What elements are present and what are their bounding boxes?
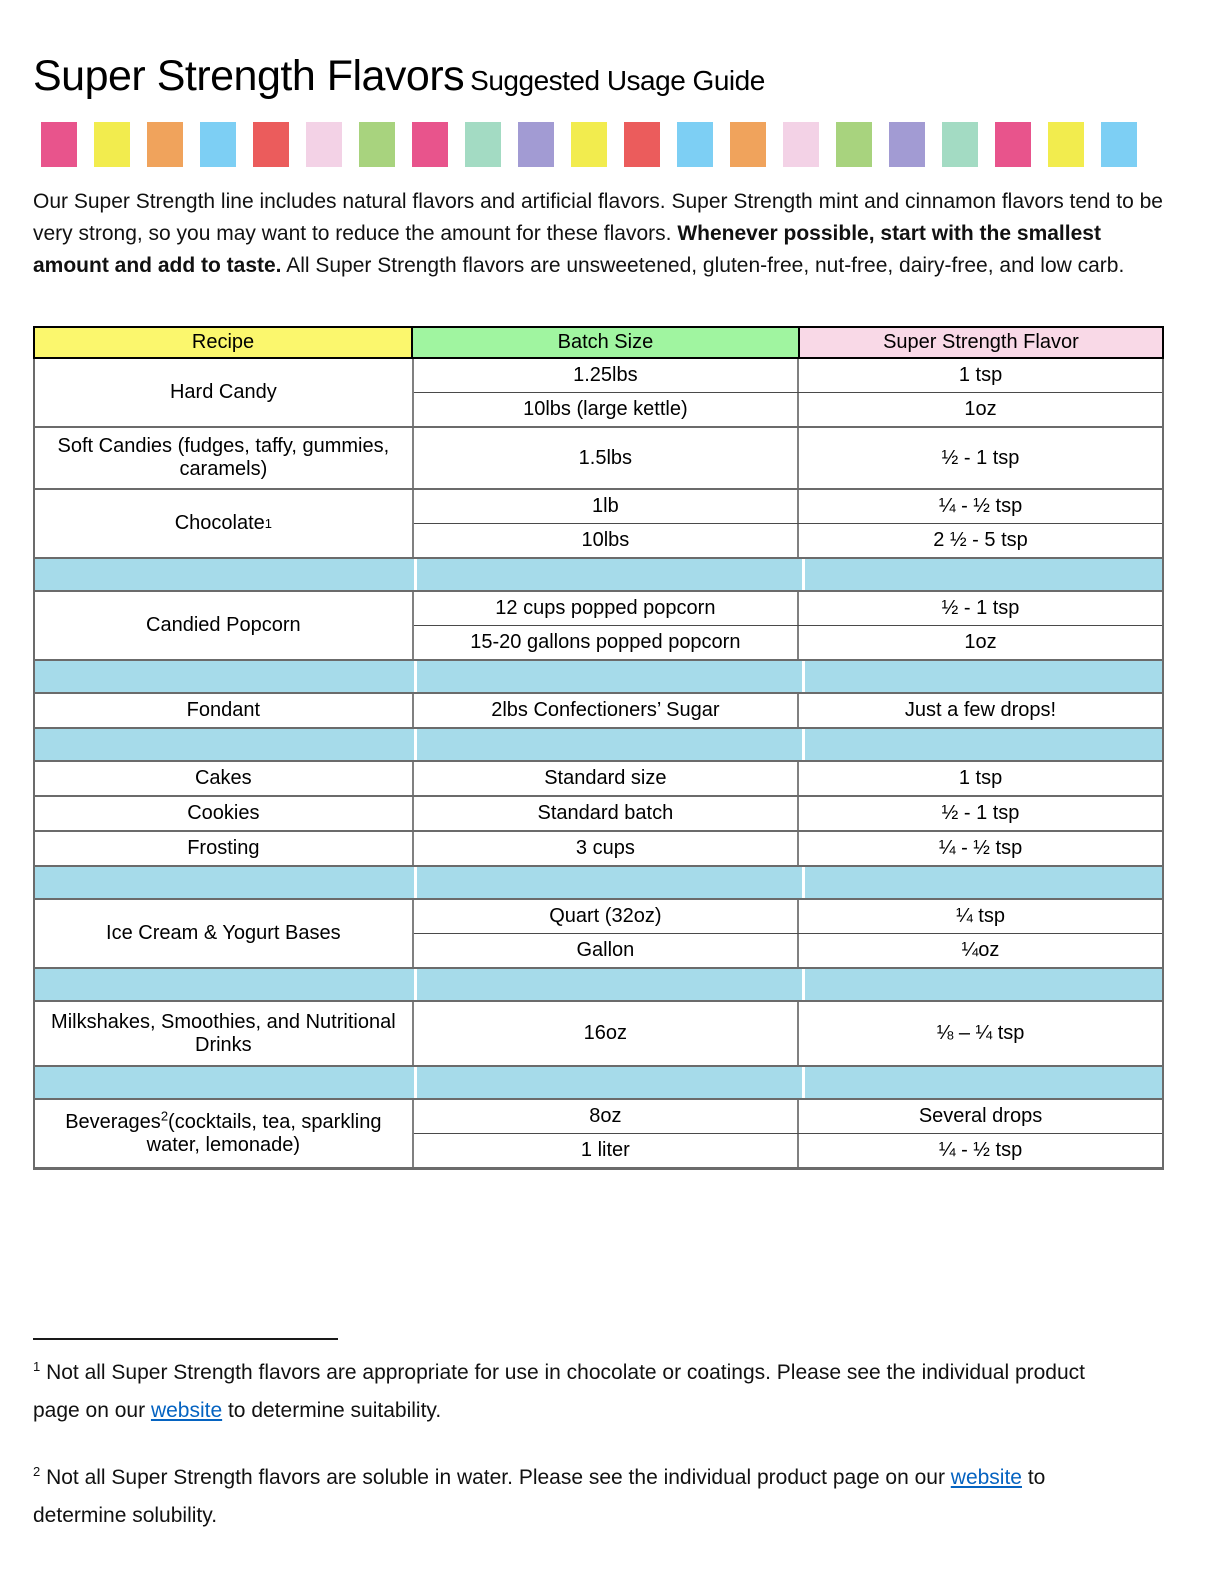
batch-cell: 2lbs Confectioners’ Sugar: [414, 694, 799, 727]
flavor-cell: ¼oz: [961, 939, 1000, 961]
color-swatch: [836, 122, 872, 167]
spacer-cell: [802, 661, 1162, 692]
header-flavor: Super Strength Flavor: [800, 326, 1164, 359]
footnote-marker: 2: [33, 1464, 41, 1479]
table-spacer-row: [35, 557, 1162, 590]
color-swatch: [41, 122, 77, 167]
recipe-cell: Hard Candy: [35, 359, 414, 426]
table-group-ice-cream: [35, 898, 1162, 967]
table-spacer-row: [35, 659, 1162, 692]
batch-cell: Standard batch: [414, 797, 799, 830]
flavor-cell: ½ - 1 tsp: [941, 597, 1020, 619]
color-swatch: [730, 122, 766, 167]
table-row: [414, 933, 1162, 967]
batch-cell: 15-20 gallons popped popcorn: [414, 626, 799, 659]
table-group-candied-popcorn: [35, 590, 1162, 659]
table-row: [414, 592, 1162, 625]
header-batch-size: Batch Size: [413, 326, 800, 359]
table-row: [414, 392, 1162, 426]
spacer-cell: [802, 969, 1162, 1000]
batch-cell: 10lbs (large kettle): [414, 393, 799, 426]
table-group-cakes: [35, 760, 1162, 795]
footnotes-section: [33, 1338, 1170, 1535]
spacer-cell: [35, 969, 414, 1000]
batch-cell: 10lbs: [414, 524, 799, 557]
batch-cell: 1lb: [414, 490, 799, 523]
intro-paragraph: [33, 186, 1165, 282]
footnote-2: $^2$ Not all Super Strength flavors are soluble in water. Please see the individual product page on our website to determine solubility.: [33, 1464, 1046, 1527]
spacer-cell: [414, 969, 802, 1000]
color-swatch: [359, 122, 395, 167]
spacer-cell: [35, 729, 414, 760]
table-group-cookies: [35, 795, 1162, 830]
table-row: [414, 1002, 1162, 1065]
website-link[interactable]: website: [150, 1399, 223, 1422]
color-swatch: [889, 122, 925, 167]
recipe-cell: Milkshakes, Smoothies, and Nutritional Drinks: [35, 1002, 414, 1065]
flavor-cell: ½ - 1 tsp: [941, 802, 1020, 824]
recipe-cell: Chocolate 1: [35, 490, 414, 557]
table-spacer-row: [35, 865, 1162, 898]
color-swatch: [518, 122, 554, 167]
table-row: [414, 694, 1162, 727]
batch-cell: 3 cups: [414, 832, 799, 865]
spacer-cell: [414, 1067, 802, 1098]
table-group-fondant: [35, 692, 1162, 727]
table-row: [414, 428, 1162, 488]
flavor-cell: ¼ - ½ tsp: [938, 1139, 1023, 1161]
spacer-cell: [802, 559, 1162, 590]
color-swatch: [94, 122, 130, 167]
footnote-1: $^1$ Not all Super Strength flavors are appropriate for use in chocolate or coatings. Please see the individual product page on our website to determine suitability.: [33, 1359, 1086, 1422]
color-swatch: [624, 122, 660, 167]
batch-cell: 12 cups popped popcorn: [414, 592, 799, 625]
spacer-cell: [802, 1067, 1162, 1098]
color-swatch: [147, 122, 183, 167]
website-link[interactable]: website: [950, 1466, 1022, 1489]
recipe-cell: Fondant: [35, 694, 414, 727]
footnote-marker: 1: [33, 1359, 41, 1374]
batch-cell: Gallon: [414, 934, 799, 967]
flavor-cell: Just a few drops!: [904, 699, 1057, 721]
footnote-marker: 2: [160, 1107, 169, 1123]
flavor-cell: 1oz: [964, 398, 997, 420]
intro-bold-text: Whenever possible, start with the smallest amount and add to taste.: [33, 222, 1101, 277]
flavor-cell: ¼ - ½ tsp: [938, 495, 1023, 517]
table-row: [414, 1100, 1162, 1133]
color-swatch: [465, 122, 501, 167]
table-header-row: [33, 326, 1164, 359]
page-title: [33, 52, 1170, 101]
table-group-beverages: [35, 1098, 1162, 1167]
flavor-cell: 1 tsp: [958, 364, 1003, 386]
color-swatch: [200, 122, 236, 167]
header-recipe: Recipe: [33, 326, 413, 359]
table-row: [414, 832, 1162, 865]
table-row: [414, 625, 1162, 659]
color-bar: [41, 122, 1170, 167]
batch-cell: 16oz: [414, 1002, 799, 1065]
color-swatch: [995, 122, 1031, 167]
document-title: Super Strength Flavors: [33, 52, 465, 100]
table-spacer-row: [35, 967, 1162, 1000]
table-row: [414, 490, 1162, 523]
color-swatch: [677, 122, 713, 167]
table-row: [414, 359, 1162, 392]
intro-text: Our Super Strength line includes natural flavors and artificial flavors. Super Strength mint and cinnamon flavors tend to be very strong, so you may want to reduce the amount for these flavors.: [33, 190, 1163, 245]
recipe-cell: Cakes: [35, 762, 414, 795]
table-body: [33, 359, 1164, 1170]
spacer-cell: [802, 867, 1162, 898]
recipe-cell: Soft Candies (fudges, taffy, gummies, caramels): [35, 428, 414, 488]
flavor-cell: 2 ½ - 5 tsp: [933, 529, 1028, 551]
table-group-soft-candies: [35, 426, 1162, 488]
flavor-cell: 1oz: [964, 631, 997, 653]
spacer-cell: [802, 729, 1162, 760]
batch-cell: 1.5lbs: [414, 428, 799, 488]
footnote-separator: [33, 1338, 338, 1340]
spacer-cell: [414, 559, 802, 590]
document-subtitle: Suggested Usage Guide: [470, 65, 765, 96]
color-swatch: [1048, 122, 1084, 167]
table-spacer-row: [35, 1065, 1162, 1098]
table-row: [414, 1133, 1162, 1167]
color-swatch: [306, 122, 342, 167]
flavor-cell: ½ - 1 tsp: [941, 446, 1020, 469]
flavor-cell: ¼ tsp: [956, 905, 1005, 927]
batch-cell: Standard size: [414, 762, 799, 795]
recipe-cell: Candied Popcorn: [35, 592, 414, 659]
recipe-cell: Ice Cream & Yogurt Bases: [35, 900, 414, 967]
flavor-cell: Several drops: [918, 1105, 1043, 1127]
table-row: [414, 797, 1162, 830]
table-group-frosting: [35, 830, 1162, 865]
spacer-cell: [35, 867, 414, 898]
spacer-cell: [414, 867, 802, 898]
recipe-cell: Beverages$^2$(cocktails, tea, sparkling water, lemonade): [35, 1100, 414, 1167]
color-swatch: [412, 122, 448, 167]
table-row: [414, 900, 1162, 933]
spacer-cell: [414, 661, 802, 692]
flavor-cell: 1 tsp: [958, 767, 1003, 789]
color-swatch: [571, 122, 607, 167]
color-swatch: [253, 122, 289, 167]
table-group-milkshakes: [35, 1000, 1162, 1065]
recipe-cell: Frosting: [35, 832, 414, 865]
table-row: [414, 762, 1162, 795]
batch-cell: 8oz: [414, 1100, 799, 1133]
table-group-hard-candy: [35, 359, 1162, 426]
intro-text: All Super Strength flavors are unsweetened, gluten-free, nut-free, dairy-free, and low carb.: [281, 254, 1125, 277]
flavor-cell: ⅛ – ¼ tsp: [936, 1022, 1025, 1044]
color-swatch: [783, 122, 819, 167]
batch-cell: Quart (32oz): [414, 900, 799, 933]
batch-cell: 1.25lbs: [414, 359, 799, 392]
flavor-cell: ¼ - ½ tsp: [938, 837, 1023, 859]
table-spacer-row: [35, 727, 1162, 760]
recipe-cell: Cookies: [35, 797, 414, 830]
spacer-cell: [35, 661, 414, 692]
color-swatch: [942, 122, 978, 167]
spacer-cell: [35, 1067, 414, 1098]
usage-table: [33, 326, 1164, 1170]
table-group-chocolate: [35, 488, 1162, 557]
table-row: [414, 523, 1162, 557]
spacer-cell: [35, 559, 414, 590]
spacer-cell: [414, 729, 802, 760]
batch-cell: 1 liter: [414, 1134, 799, 1167]
color-swatch: [1101, 122, 1137, 167]
